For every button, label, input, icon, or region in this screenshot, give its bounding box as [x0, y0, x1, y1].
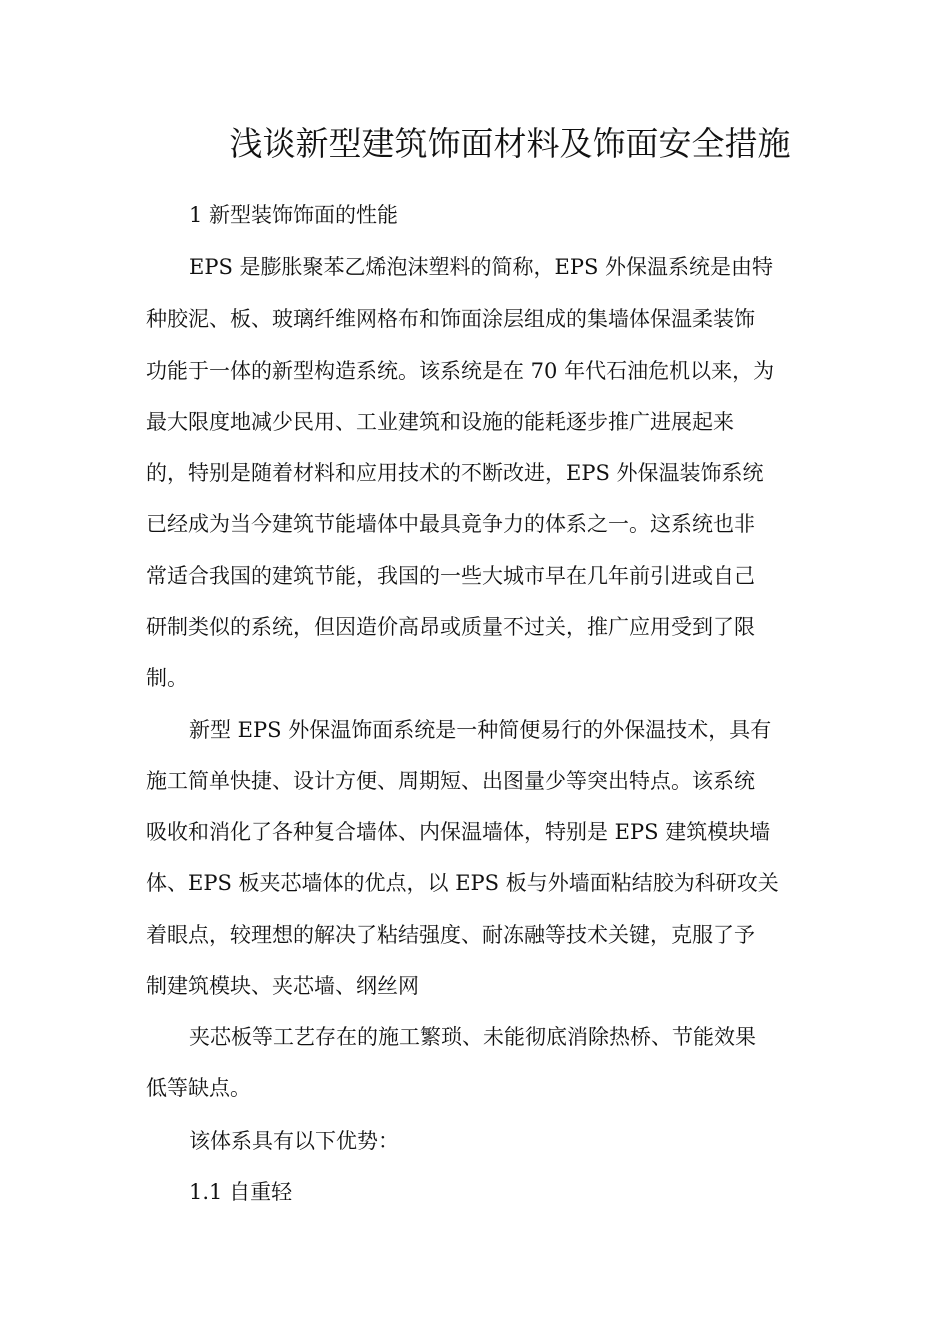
paragraph-1-line-5: 的，特别是随着材料和应用技术的不断改进，EPS 外保温装饰系统	[146, 461, 764, 485]
paragraph-2-line-5: 着眼点，较理想的解决了粘结强度、耐冻融等技术关键，克服了予	[146, 923, 755, 947]
paragraph-1-line-9: 制。	[146, 666, 188, 690]
paragraph-3-line-2: 低等缺点。	[146, 1076, 251, 1100]
subsection-heading-1-1: 1.1 自重轻	[189, 1180, 293, 1204]
paragraph-2-line-4: 体、EPS 板夹芯墙体的优点，以 EPS 板与外墙面粘结胶为科研攻关	[146, 871, 779, 895]
document-title: 浅谈新型建筑饰面材料及饰面安全措施	[229, 124, 791, 163]
paragraph-2-line-1: 新型 EPS 外保温饰面系统是一种简便易行的外保温技术，具有	[189, 718, 772, 742]
paragraph-4-line-1: 该体系具有以下优势：	[189, 1129, 399, 1153]
paragraph-2-line-2: 施工简单快捷、设计方便、周期短、出图量少等突出特点。该系统	[146, 769, 755, 793]
paragraph-1-line-3: 功能于一体的新型构造系统。该系统是在 70 年代石油危机以来，为	[146, 359, 775, 383]
paragraph-1-line-8: 研制类似的系统，但因造价高昂或质量不过关，推广应用受到了限	[146, 615, 755, 639]
paragraph-1-line-7: 常适合我国的建筑节能，我国的一些大城市早在几年前引进或自己	[146, 564, 755, 588]
paragraph-2-line-6: 制建筑模块、夹芯墙、纲丝网	[146, 974, 419, 998]
paragraph-1-line-1: EPS 是膨胀聚苯乙烯泡沫塑料的简称，EPS 外保温系统是由特	[189, 255, 774, 279]
paragraph-2-line-3: 吸收和消化了各种复合墙体、内保温墙体，特别是 EPS 建筑模块墙	[146, 820, 771, 844]
paragraph-3-line-1: 夹芯板等工艺存在的施工繁琐、未能彻底消除热桥、节能效果	[189, 1025, 756, 1049]
section-heading-1: 1 新型装饰饰面的性能	[189, 203, 399, 227]
paragraph-1-line-6: 已经成为当今建筑节能墙体中最具竟争力的体系之一。这系统也非	[146, 512, 755, 536]
paragraph-1-line-2: 种胶泥、板、玻璃纤维网格布和饰面涂层组成的集墙体保温柔装饰	[146, 307, 755, 331]
paragraph-1-line-4: 最大限度地减少民用、工业建筑和设施的能耗逐步推广进展起来	[146, 410, 734, 434]
